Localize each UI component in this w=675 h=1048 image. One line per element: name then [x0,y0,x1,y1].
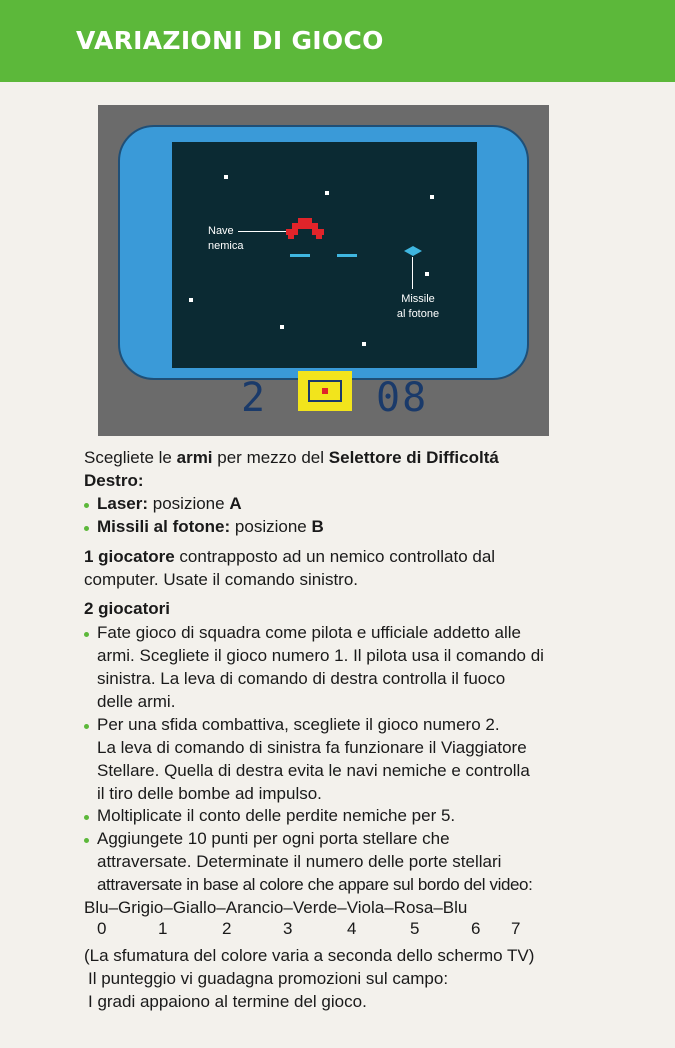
missile-label [388,292,448,322]
center-indicator-dot [322,388,328,394]
star [224,175,228,179]
stargate-line-2: attraversate. Determinate il numero delle porte stellari [97,852,502,871]
laser-shot [290,254,310,257]
number-7: 7 [511,919,521,938]
bullet-dot [84,815,89,820]
missili-label: Missili al fotone: [97,517,231,536]
intro-text-c: per mezzo del [212,448,329,467]
star [280,325,284,329]
promotion-line-1: Il punteggio vi guadagna promozioni sul campo: [88,969,449,988]
missile-label-line2: al fotone [396,308,440,320]
center-indicator [298,371,352,411]
intro-text-armi: armi [176,448,213,467]
challenge-line-2: La leva di comando di sinistra fa funzionare il Viaggiatore [97,738,527,757]
enemy-ship-icon [286,218,324,240]
one-player-text-2: computer. Usate il comando sinistro. [84,570,359,589]
number-6: 6 [471,919,481,938]
star [425,272,429,276]
bullet-dot [84,838,89,843]
enemy-label-line2: nemica [208,240,244,252]
score-right: 08 [376,375,429,421]
laser-label: Laser: [97,494,149,513]
missile-pointer-line [412,257,413,289]
laser-shot [337,254,357,257]
missile-label-line1: Missile [401,293,435,305]
number-0: 0 [97,919,107,938]
multiply-line: Moltiplicate il conto delle perdite nemiche per 5. [97,806,456,825]
number-3: 3 [283,919,293,938]
one-player-text-1: contrapposto ad un nemico controllato dal [174,547,496,566]
photon-missile-icon [404,246,422,256]
number-4: 4 [347,919,357,938]
stargate-line-3: attraversate in base al colore che appare sul bordo del video: [97,875,533,894]
enemy-pointer-line [238,231,286,232]
star [430,195,434,199]
bullet-dot [84,526,89,531]
game-screenshot [98,105,549,436]
missili-position: B [311,517,324,536]
laser-text: posizione [148,494,230,513]
two-players-title: 2 giocatori [84,599,170,618]
tv-note: (La sfumatura del colore varia a seconda dello schermo TV) [84,946,535,965]
number-2: 2 [222,919,232,938]
intro-text-destro: Destro: [84,471,144,490]
enemy-label [208,224,243,254]
missili-text: posizione [230,517,312,536]
team-line-3: sinistra. La leva di comando di destra controlla il fuoco [97,669,506,688]
star [325,191,329,195]
intro-paragraph [84,446,624,492]
header-bar [0,0,675,82]
score-left: 2 [241,375,268,421]
team-line-1: Fate gioco di squadra come pilota e ufficiale addetto alle [97,623,522,642]
tv-bezel [118,125,529,380]
intro-text-selettore: Selettore di Difficoltá [328,448,499,467]
challenge-line-3: Stellare. Quella di destra evita le navi nemiche e controlla [97,761,530,780]
star [362,342,366,346]
bullet-dot [84,724,89,729]
one-player-label: 1 giocatore [84,547,175,566]
bullet-dot [84,503,89,508]
challenge-line-1: Per una sfida combattiva, scegliete il gioco numero 2. [97,715,500,734]
stargate-line-1: Aggiungete 10 punti per ogni porta stellare che [97,829,450,848]
page-title: VARIAZIONI DI GIOCO [76,26,384,55]
space-field [172,142,477,368]
intro-text-a: Scegliete le [84,448,177,467]
two-players-heading [84,597,170,620]
team-line-2: armi. Scegliete il gioco numero 1. Il pilota usa il comando di [97,646,544,665]
number-1: 1 [158,919,168,938]
challenge-line-4: il tiro delle bombe ad impulso. [97,784,322,803]
bullet-dot [84,632,89,637]
color-sequence: Blu–Grigio–Giallo–Arancio–Verde–Viola–Rosa–Blu [84,898,468,917]
laser-position: A [229,494,242,513]
team-line-4: delle armi. [97,692,176,711]
enemy-label-line1: Nave [208,225,234,237]
one-player-paragraph [84,545,624,591]
star [189,298,193,302]
number-5: 5 [410,919,420,938]
promotion-line-2: I gradi appaiono al termine del gioco. [88,992,367,1011]
